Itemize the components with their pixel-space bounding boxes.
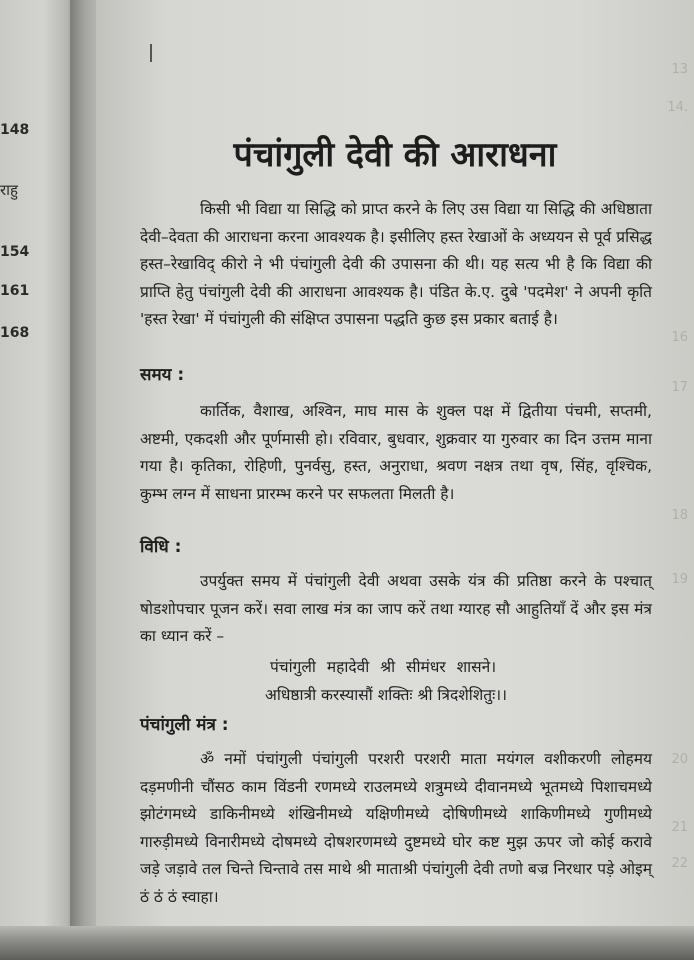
dhyan-verse-line-2: अधिष्ठात्री करस्यासौं शक्तिः श्री त्रिदशेशितुः।। [265, 686, 508, 704]
show-through-number: 22 [671, 856, 688, 871]
mantra-paragraph: ॐ नमों पंचांगुली पंचांगुली परशरी परशरी माता मयंगल वशीकरणी लोहमय दड़मणीनी चौंसठ काम विंडनी रणमध्ये राउलमध्ये शत्रुमध्ये दीवानमध्ये भूतमध्ये पिशाचमध्ये झोटंगमध्ये डाकिनीमध्ये शंखिनीमध्ये यक्षिणीमध्ये दोषिणीमध्ये शाकिणीमध्ये गुणीमध्ये गारुड़ीमध्ये विनारीमध्ये दोषमध्ये दोषशरणमध्ये दुष्टमध्ये घोर कष्ट मुझ ऊपर जो कोई करावे जड़े जड़ावे तल चिन्ते चिन्तावे तस माथे श्री माताश्री पंचांगुली देवी तणो बज्र निरधार पड़े ओइम् ठं ठं ठं स्वाहा। [140, 750, 652, 906]
show-through-number: 21 [671, 820, 688, 835]
show-through-number: 20 [671, 752, 688, 767]
page-mark [150, 44, 152, 62]
show-through-number: 19 [671, 572, 688, 587]
left-page-number: 161 [0, 283, 30, 299]
vidhi-paragraph: उपर्युक्त समय में पंचांगुली देवी अथवा उसके यंत्र की प्रतिष्ठा करने के पश्चात् षोडशोपचार पूजन करें। सवा लाख मंत्र का जाप करें तथा ग्यारह सौ आहुतियाँ दें और इस मंत्र का ध्यान करें – [140, 572, 652, 645]
left-page-word: राहु [0, 181, 18, 199]
bottom-edge-shadow [0, 926, 694, 960]
left-page [0, 0, 78, 960]
samay-heading: समय : [140, 365, 185, 385]
mantra-heading: पंचांगुली मंत्र : [140, 715, 229, 735]
samay-paragraph: कार्तिक, वैशाख, अश्विन, माघ मास के शुक्ल पक्ष में द्वितीया पंचमी, सप्तमी, अष्टमी, एकदशी और पूर्णमासी हो। रविवार, बुधवार, शुक्रवार या गुरुवार का दिन उत्तम माना गया है। कृतिका, रोहिणी, पुनर्वसु, हस्त, अनुराधा, श्रवण नक्षत्र तथा वृष, सिंह, वृश्चिक, कुम्भ लग्न में साधना प्रारम्भ करने पर सफलता मिलती है। [140, 402, 652, 503]
left-page-number: 168 [0, 325, 30, 341]
intro-paragraph: किसी भी विद्या या सिद्धि को प्राप्त करने के लिए उस विद्या या सिद्धि की अधिष्ठाता देवी–देवता की आराधना करना आवश्यक है। इसीलिए हस्त रेखाओं के अध्ययन से पूर्व प्रसिद्ध हस्त–रेखाविद् कीरो ने भी पंचांगुली देवी की उपासना की थी। यह सत्य भी है कि विद्या की प्राप्ति हेतु पंचांगुली देवी की आराधना आवश्यक है। पंडित के.ए. दुबे 'पदमेश' ने अपनी कृति 'हस्त रेखा' में पंचांगुली की संक्षिप्त उपासना पद्धति कुछ इस प्रकार बताई है। [140, 200, 652, 328]
vidhi-heading: विधि : [140, 537, 182, 557]
show-through-number: 18 [671, 508, 688, 523]
left-page-number: 154 [0, 244, 30, 260]
page-title: पंचांगुली देवी की आराधना [233, 135, 557, 175]
show-through-number: 14. [667, 100, 688, 115]
show-through-number: 17 [671, 380, 688, 395]
left-page-number: 148 [0, 122, 30, 138]
show-through-number: 16 [671, 330, 688, 345]
dhyan-verse-line-1: पंचांगुली महादेवी श्री सीमंधर शासने। [270, 658, 497, 676]
show-through-number: 13 [671, 62, 688, 77]
